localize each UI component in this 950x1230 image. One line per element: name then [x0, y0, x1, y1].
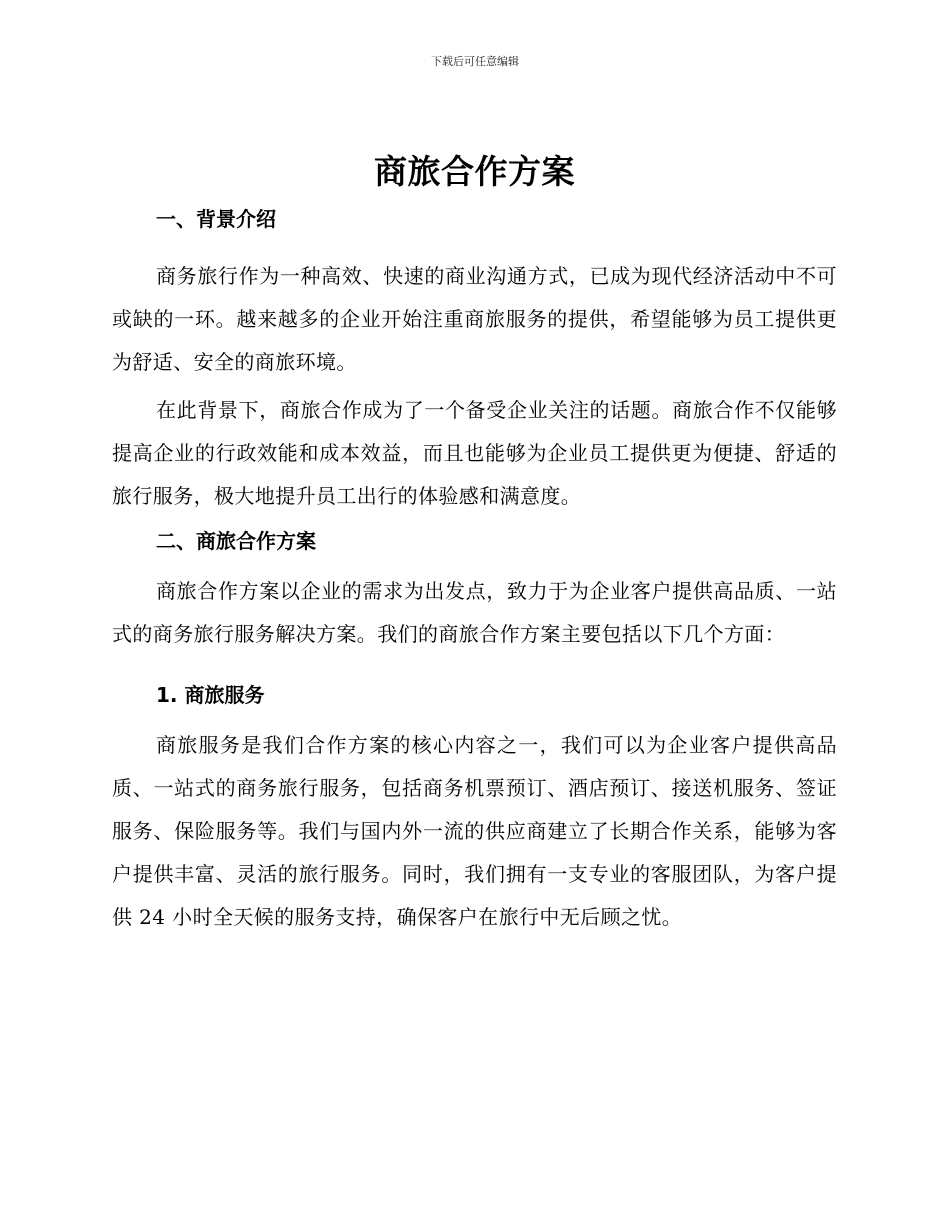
section-heading-plan: 二、商旅合作方案 [156, 529, 316, 553]
paragraph-travel-service: 商旅服务是我们合作方案的核心内容之一，我们可以为企业客户提供高品质、一站式的商务旅行服务，包括商务机票预订、酒店预订、接送机服务、签证服务、保险服务等。我们与国内外一流的供应商建立了长期合作关系，能够为客户提供丰富、灵活的旅行服务。同时，我们拥有一支专业的客服团队，为客户提供 24 小时全天候的服务支持，确保客户在旅行中无后顾之忧。 [112, 733, 837, 929]
document-body [112, 148, 837, 939]
page-header: 下载后可任意编辑 [431, 55, 519, 68]
paragraph-background-1: 商务旅行作为一种高效、快速的商业沟通方式，已成为现代经济活动中不可或缺的一环。越来越多的企业开始注重商旅服务的提供，希望能够为员工提供更为舒适、安全的商旅环境。 [112, 264, 837, 374]
document-title: 商旅合作方案 [374, 152, 575, 191]
paragraph-background-2: 在此背景下，商旅合作成为了一个备受企业关注的话题。商旅合作不仅能够提高企业的行政效能和成本效益，而且也能够为企业员工提供更为便捷、舒适的旅行服务，极大地提升员工出行的体验感和满意度。 [112, 398, 837, 508]
subsection-heading-travel-service: 1. 商旅服务 [156, 683, 265, 707]
section-heading-background: 一、背景介绍 [156, 207, 276, 231]
paragraph-plan-intro: 商旅合作方案以企业的需求为出发点，致力于为企业客户提供高品质、一站式的商务旅行服务解决方案。我们的商旅合作方案主要包括以下几个方面： [112, 579, 837, 646]
